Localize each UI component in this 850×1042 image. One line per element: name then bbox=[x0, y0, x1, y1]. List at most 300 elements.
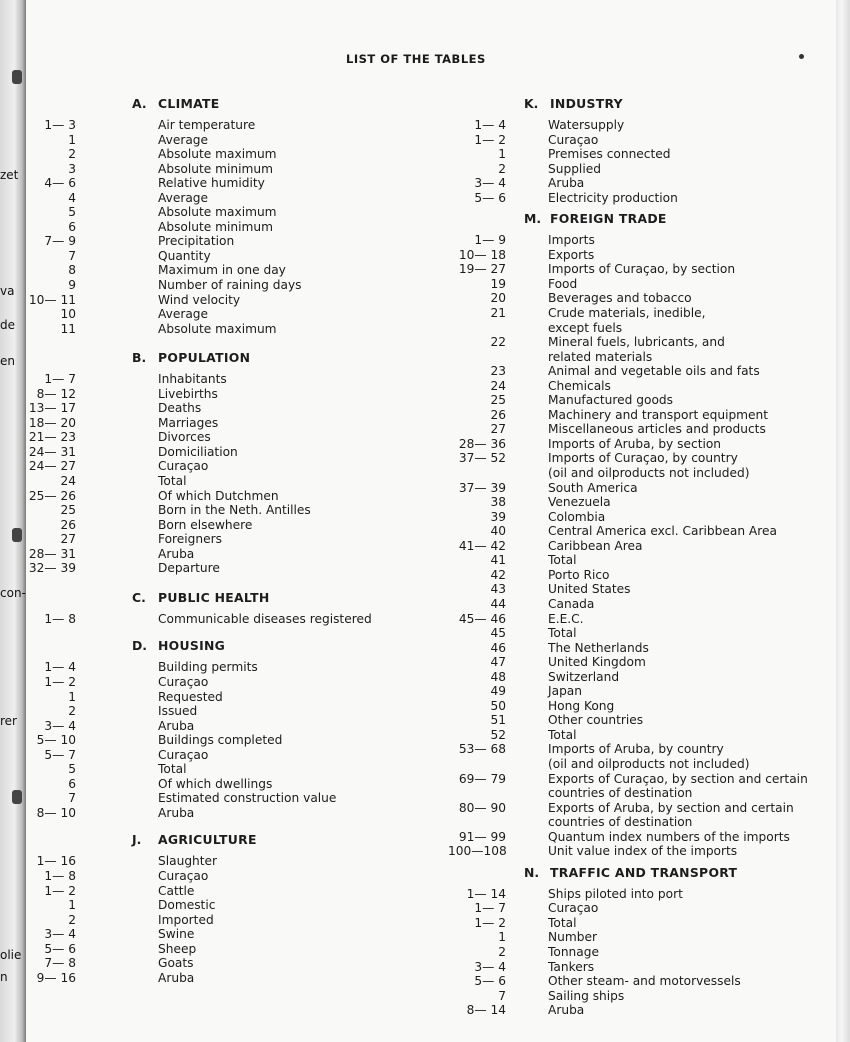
table-number: 13— 17 bbox=[28, 401, 76, 416]
table-entry bbox=[448, 350, 836, 365]
table-number: 45 bbox=[490, 626, 506, 641]
table-label: Relative humidity bbox=[158, 176, 265, 191]
table-entry bbox=[26, 191, 446, 206]
table-label: Ships piloted into port bbox=[548, 886, 683, 901]
table-label: Other steam- and motorvessels bbox=[548, 974, 741, 989]
table-number: 2 bbox=[498, 944, 506, 959]
table-label: United States bbox=[548, 582, 631, 597]
table-label: Absolute minimum bbox=[158, 219, 273, 234]
table-entry bbox=[26, 416, 446, 431]
table-number: 5— 10 bbox=[36, 733, 76, 748]
section-foreign-trade bbox=[448, 205, 836, 859]
table-entry bbox=[26, 612, 446, 627]
table-entry bbox=[448, 612, 836, 627]
table-number: 39 bbox=[490, 509, 506, 524]
binding-fragment: va bbox=[0, 284, 15, 298]
table-label: Mineral fuels, lubricants, and bbox=[548, 335, 725, 350]
table-label: Tankers bbox=[548, 959, 595, 974]
table-number: 41 bbox=[490, 553, 506, 568]
page-mark bbox=[799, 54, 804, 59]
table-label: Canada bbox=[548, 596, 595, 611]
table-entry bbox=[26, 249, 446, 264]
page-title: LIST OF THE TABLES bbox=[346, 52, 486, 66]
table-entry bbox=[26, 278, 446, 293]
table-number: 27 bbox=[490, 422, 506, 437]
table-entry bbox=[26, 704, 446, 719]
section-letter: N. bbox=[524, 864, 540, 880]
table-entry bbox=[448, 641, 836, 656]
table-number: 10 bbox=[60, 307, 76, 322]
table-entry bbox=[26, 205, 446, 220]
table-entry bbox=[448, 277, 836, 292]
section-heading bbox=[448, 96, 836, 118]
section-housing bbox=[26, 626, 446, 820]
table-label: South America bbox=[548, 480, 638, 495]
table-number: 1— 14 bbox=[466, 886, 506, 901]
section-heading bbox=[448, 865, 836, 887]
table-entry bbox=[448, 772, 836, 787]
table-entry bbox=[448, 960, 836, 975]
table-entry bbox=[26, 401, 446, 416]
table-entry bbox=[448, 262, 836, 277]
table-label: Buildings completed bbox=[158, 733, 283, 748]
section-heading bbox=[26, 832, 446, 854]
table-label: Number bbox=[548, 930, 597, 945]
table-label: Number of raining days bbox=[158, 278, 302, 293]
table-number: 7 bbox=[68, 791, 76, 806]
table-label: Total bbox=[548, 626, 577, 641]
table-label: Curaçao bbox=[158, 674, 209, 689]
section-public-health bbox=[26, 576, 446, 627]
table-number: 69— 79 bbox=[458, 771, 506, 786]
table-entry bbox=[26, 445, 446, 460]
table-label: Machinery and transport equipment bbox=[548, 407, 769, 422]
section-industry bbox=[448, 96, 836, 205]
table-label: Miscellaneous articles and products bbox=[548, 422, 766, 437]
table-label: Average bbox=[158, 307, 209, 322]
section-title: AGRICULTURE bbox=[158, 832, 257, 848]
table-entry bbox=[26, 307, 446, 322]
table-label: Departure bbox=[158, 561, 220, 576]
table-entry bbox=[448, 422, 836, 437]
table-number: 1 bbox=[68, 898, 76, 913]
table-number: 24 bbox=[490, 378, 506, 393]
section-title: FOREIGN TRADE bbox=[550, 211, 667, 227]
table-entry bbox=[26, 162, 446, 177]
table-label: Exports bbox=[548, 247, 595, 262]
table-label: Animal and vegetable oils and fats bbox=[548, 364, 760, 379]
table-number: 44 bbox=[490, 596, 506, 611]
table-number: 1— 2 bbox=[474, 132, 506, 147]
table-label: Japan bbox=[548, 684, 582, 699]
table-number: 49 bbox=[490, 684, 506, 699]
binding-hole bbox=[12, 528, 22, 542]
table-label: Caribbean Area bbox=[548, 538, 643, 553]
table-entry bbox=[26, 869, 446, 884]
table-entry bbox=[448, 147, 836, 162]
table-entry bbox=[26, 118, 446, 133]
table-entry bbox=[448, 626, 836, 641]
table-number: 1 bbox=[68, 689, 76, 704]
table-number: 19 bbox=[490, 276, 506, 291]
section-letter: C. bbox=[132, 589, 146, 605]
table-entry bbox=[448, 437, 836, 452]
table-number: 42 bbox=[490, 567, 506, 582]
table-label: countries of destination bbox=[548, 786, 693, 801]
table-number: 23 bbox=[490, 364, 506, 379]
table-label: Requested bbox=[158, 689, 223, 704]
table-entry bbox=[26, 733, 446, 748]
table-number: 8 bbox=[68, 263, 76, 278]
table-label: Crude materials, inedible, bbox=[548, 306, 706, 321]
binding-fragment: con- bbox=[0, 586, 26, 600]
table-label: Absolute maximum bbox=[158, 205, 277, 220]
table-number: 41— 42 bbox=[458, 538, 506, 553]
table-label: Imported bbox=[158, 912, 214, 927]
table-number: 2 bbox=[498, 161, 506, 176]
table-label: United Kingdom bbox=[548, 655, 646, 670]
table-number: 47 bbox=[490, 655, 506, 670]
table-label: Tonnage bbox=[548, 944, 599, 959]
table-number: 27 bbox=[60, 532, 76, 547]
left-column bbox=[26, 96, 446, 985]
table-number: 8— 14 bbox=[466, 1003, 506, 1018]
table-number: 7 bbox=[68, 248, 76, 263]
table-entry bbox=[448, 321, 836, 336]
table-entry bbox=[448, 510, 836, 525]
table-entry bbox=[26, 263, 446, 278]
table-entry bbox=[26, 322, 446, 337]
table-entry bbox=[448, 916, 836, 931]
table-number: 32— 39 bbox=[28, 561, 76, 576]
table-entry bbox=[26, 372, 446, 387]
table-number: 45— 46 bbox=[458, 611, 506, 626]
table-label: Switzerland bbox=[548, 669, 620, 684]
table-entry bbox=[448, 655, 836, 670]
table-number: 1 bbox=[498, 930, 506, 945]
table-label: Imports of Aruba, by section bbox=[548, 436, 722, 451]
table-number: 24— 31 bbox=[28, 444, 76, 459]
table-label: Wind velocity bbox=[158, 292, 241, 307]
table-entry bbox=[448, 524, 836, 539]
table-entry bbox=[448, 291, 836, 306]
table-label: Slaughter bbox=[158, 854, 218, 869]
table-number: 24 bbox=[60, 474, 76, 489]
table-number: 1— 2 bbox=[44, 883, 76, 898]
table-label: Food bbox=[548, 276, 578, 291]
table-label: Average bbox=[158, 132, 209, 147]
table-entry bbox=[448, 901, 836, 916]
table-entry bbox=[26, 690, 446, 705]
table-label: Aruba bbox=[158, 805, 195, 820]
table-entry bbox=[448, 582, 836, 597]
table-label: (oil and oilproducts not included) bbox=[548, 756, 750, 771]
table-number: 6 bbox=[68, 219, 76, 234]
binding-fragment: olie bbox=[0, 948, 22, 962]
table-entry bbox=[26, 518, 446, 533]
table-number: 1 bbox=[498, 147, 506, 162]
section-title: INDUSTRY bbox=[550, 96, 623, 111]
section-heading bbox=[26, 350, 446, 372]
table-label: Watersupply bbox=[548, 118, 625, 132]
table-label: Marriages bbox=[158, 415, 219, 430]
table-entry bbox=[26, 675, 446, 690]
table-label: Imports of Aruba, by country bbox=[548, 742, 724, 757]
table-entry bbox=[448, 248, 836, 263]
table-label: Absolute maximum bbox=[158, 321, 277, 336]
table-label: Goats bbox=[158, 956, 194, 971]
section-title: POPULATION bbox=[158, 350, 251, 366]
table-number: 18— 20 bbox=[28, 415, 76, 430]
table-number: 1— 16 bbox=[36, 854, 76, 869]
table-number: 50 bbox=[490, 698, 506, 713]
table-number: 24— 27 bbox=[28, 459, 76, 474]
table-number: 5 bbox=[68, 762, 76, 777]
table-label: Curaçao bbox=[548, 132, 599, 147]
table-entry bbox=[26, 898, 446, 913]
table-entry bbox=[448, 844, 836, 859]
table-label: related materials bbox=[548, 349, 653, 364]
table-label: Inhabitants bbox=[158, 372, 227, 387]
table-entry bbox=[448, 553, 836, 568]
section-letter: D. bbox=[132, 638, 147, 654]
table-label: Average bbox=[158, 190, 209, 205]
table-entry bbox=[448, 539, 836, 554]
table-entry bbox=[448, 974, 836, 989]
table-label: Foreigners bbox=[158, 532, 222, 547]
section-letter: K. bbox=[524, 96, 539, 111]
table-number: 10— 11 bbox=[28, 292, 76, 307]
table-number: 22 bbox=[490, 335, 506, 350]
table-entry bbox=[448, 335, 836, 350]
table-label: The Netherlands bbox=[548, 640, 649, 655]
table-entry bbox=[26, 748, 446, 763]
table-entry bbox=[448, 233, 836, 248]
table-number: 21— 23 bbox=[28, 430, 76, 445]
table-entry bbox=[448, 670, 836, 685]
table-entry bbox=[448, 495, 836, 510]
table-number: 1— 9 bbox=[474, 233, 506, 248]
table-number: 1— 7 bbox=[474, 901, 506, 916]
table-label: Of which Dutchmen bbox=[158, 488, 279, 503]
table-entry bbox=[26, 430, 446, 445]
table-number: 38 bbox=[490, 495, 506, 510]
table-entry bbox=[448, 466, 836, 481]
table-label: Manufactured goods bbox=[548, 393, 673, 408]
table-number: 43 bbox=[490, 582, 506, 597]
binding-fragment: de bbox=[0, 318, 15, 332]
binding-hole bbox=[12, 790, 22, 804]
table-label: Imports of Curaçao, by section bbox=[548, 262, 736, 277]
table-label: Beverages and tobacco bbox=[548, 291, 692, 306]
table-number: 5 bbox=[68, 205, 76, 220]
table-number: 1— 8 bbox=[44, 868, 76, 883]
binding-fragment: en bbox=[0, 354, 15, 368]
table-number: 5— 6 bbox=[474, 974, 506, 989]
table-number: 2 bbox=[68, 704, 76, 719]
table-entry bbox=[26, 147, 446, 162]
table-number: 25 bbox=[490, 393, 506, 408]
table-label: Curaçao bbox=[548, 901, 599, 916]
table-entry bbox=[26, 547, 446, 562]
table-entry bbox=[448, 162, 836, 177]
table-number: 5— 6 bbox=[474, 190, 506, 205]
section-letter: M. bbox=[524, 211, 542, 227]
table-label: Electricity production bbox=[548, 190, 678, 205]
table-number: 1— 2 bbox=[44, 674, 76, 689]
table-label: Aruba bbox=[548, 176, 585, 191]
table-entry bbox=[26, 220, 446, 235]
table-label: Premises connected bbox=[548, 147, 671, 162]
table-number: 4 bbox=[68, 190, 76, 205]
table-label: Swine bbox=[158, 927, 195, 942]
table-number: 26 bbox=[490, 407, 506, 422]
table-label: Hong Kong bbox=[548, 698, 615, 713]
table-number: 4— 6 bbox=[44, 176, 76, 191]
table-number: 21 bbox=[490, 306, 506, 321]
table-number: 20 bbox=[490, 291, 506, 306]
table-label: Colombia bbox=[548, 509, 606, 524]
table-entry bbox=[26, 503, 446, 518]
table-entry bbox=[448, 451, 836, 466]
table-number: 37— 52 bbox=[458, 451, 506, 466]
table-label: Venezuela bbox=[548, 495, 611, 510]
table-number: 25— 26 bbox=[28, 488, 76, 503]
table-number: 28— 31 bbox=[28, 546, 76, 561]
table-number: 40 bbox=[490, 524, 506, 539]
table-entry bbox=[448, 815, 836, 830]
table-number: 1— 2 bbox=[474, 915, 506, 930]
table-label: Chemicals bbox=[548, 378, 611, 393]
table-entry bbox=[26, 777, 446, 792]
table-entry bbox=[448, 1003, 836, 1018]
table-label: Building permits bbox=[158, 660, 258, 675]
table-entry bbox=[448, 379, 836, 394]
table-number: 9— 16 bbox=[36, 970, 76, 985]
table-entry bbox=[26, 942, 446, 957]
table-entry bbox=[26, 762, 446, 777]
table-label: Divorces bbox=[158, 430, 211, 445]
table-entry bbox=[26, 532, 446, 547]
section-climate bbox=[26, 96, 446, 336]
table-entry bbox=[26, 293, 446, 308]
table-number: 3— 4 bbox=[44, 927, 76, 942]
table-label: Quantum index numbers of the imports bbox=[548, 829, 790, 844]
table-entry bbox=[26, 971, 446, 986]
table-number: 100—108 bbox=[448, 844, 507, 859]
table-entry bbox=[448, 191, 836, 206]
table-entry bbox=[448, 757, 836, 772]
table-label: Estimated construction value bbox=[158, 791, 337, 806]
table-number: 5— 7 bbox=[44, 747, 76, 762]
table-number: 7 bbox=[498, 988, 506, 1003]
table-label: Quantity bbox=[158, 248, 211, 263]
table-label: Aruba bbox=[158, 718, 195, 733]
table-label: Sheep bbox=[158, 941, 197, 956]
table-number: 8— 12 bbox=[36, 386, 76, 401]
table-entry bbox=[448, 364, 836, 379]
section-traffic-and-transport bbox=[448, 859, 836, 1018]
table-label: Cattle bbox=[158, 883, 195, 898]
table-label: Aruba bbox=[158, 546, 195, 561]
section-title: TRAFFIC AND TRANSPORT bbox=[550, 864, 738, 880]
table-label: Total bbox=[548, 553, 577, 568]
table-label: countries of destination bbox=[548, 815, 693, 830]
table-number: 80— 90 bbox=[458, 800, 506, 815]
table-label: Absolute maximum bbox=[158, 147, 277, 162]
table-number: 3 bbox=[68, 161, 76, 176]
table-entry bbox=[448, 930, 836, 945]
table-entry bbox=[26, 956, 446, 971]
table-number: 1— 4 bbox=[474, 118, 506, 132]
table-entry bbox=[448, 393, 836, 408]
table-label: Porto Rico bbox=[548, 567, 610, 582]
table-entry bbox=[448, 408, 836, 423]
table-number: 2 bbox=[68, 912, 76, 927]
binding-fragment: zet bbox=[0, 168, 19, 182]
table-entry bbox=[26, 791, 446, 806]
table-label: Total bbox=[548, 727, 577, 742]
table-entry bbox=[448, 306, 836, 321]
table-entry bbox=[26, 489, 446, 504]
table-number: 8— 10 bbox=[36, 805, 76, 820]
table-entry bbox=[448, 728, 836, 743]
table-entry bbox=[448, 801, 836, 816]
table-entry bbox=[448, 887, 836, 902]
table-number: 25 bbox=[60, 503, 76, 518]
table-label: E.E.C. bbox=[548, 611, 584, 626]
table-label: Born in the Neth. Antilles bbox=[158, 503, 311, 518]
table-entry bbox=[448, 481, 836, 496]
table-number: 51 bbox=[490, 713, 506, 728]
table-number: 5— 6 bbox=[44, 941, 76, 956]
table-label: except fuels bbox=[548, 320, 623, 335]
table-number: 91— 99 bbox=[458, 829, 506, 844]
table-label: Of which dwellings bbox=[158, 776, 273, 791]
table-entry bbox=[26, 387, 446, 402]
table-number: 3— 4 bbox=[44, 718, 76, 733]
table-entry bbox=[26, 854, 446, 869]
table-label: Central America excl. Caribbean Area bbox=[548, 524, 777, 539]
table-label: Total bbox=[158, 474, 187, 489]
table-number: 28— 36 bbox=[458, 436, 506, 451]
table-number: 37— 39 bbox=[458, 480, 506, 495]
page-edge bbox=[836, 0, 850, 1042]
table-number: 2 bbox=[68, 147, 76, 162]
table-label: Curaçao bbox=[158, 459, 209, 474]
table-entry bbox=[26, 459, 446, 474]
table-entry bbox=[26, 176, 446, 191]
section-title: HOUSING bbox=[158, 638, 226, 654]
section-letter: B. bbox=[132, 350, 147, 366]
table-number: 9 bbox=[68, 278, 76, 293]
table-label: Other countries bbox=[548, 713, 644, 728]
table-number: 7— 8 bbox=[44, 956, 76, 971]
table-label: Sailing ships bbox=[548, 988, 625, 1003]
table-entry bbox=[448, 597, 836, 612]
table-label: Deaths bbox=[158, 401, 202, 416]
table-label: Issued bbox=[158, 704, 198, 719]
section-heading bbox=[26, 590, 446, 612]
table-number: 11 bbox=[60, 321, 76, 336]
table-entry bbox=[448, 742, 836, 757]
table-label: Imports of Curaçao, by country bbox=[548, 451, 738, 466]
table-label: Exports of Aruba, by section and certain bbox=[548, 800, 794, 815]
table-label: Communicable diseases registered bbox=[158, 611, 372, 626]
table-label: Domestic bbox=[158, 898, 216, 913]
table-label: Total bbox=[548, 915, 577, 930]
section-heading bbox=[26, 638, 446, 660]
